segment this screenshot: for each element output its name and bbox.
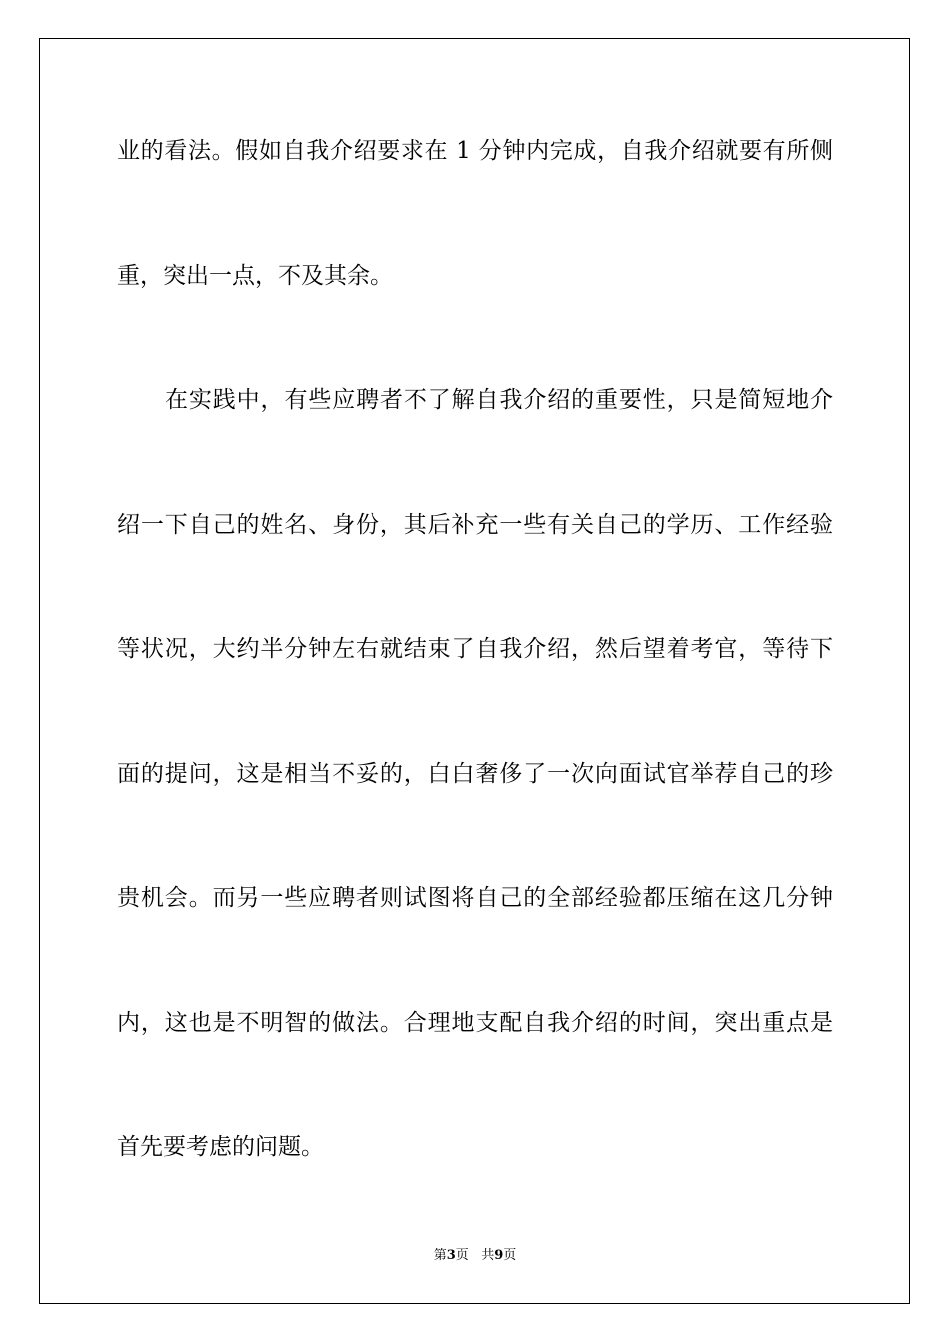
page-label-prefix: 第: [433, 1248, 447, 1263]
body-text-line: 重，突出一点，不及其余。: [117, 263, 393, 289]
body-text-line: 首先要考虑的问题。: [117, 1134, 324, 1160]
total-page-number: 9: [494, 1248, 504, 1263]
body-text-line: 面的提问，这是相当不妥的，白白奢侈了一次向面试官举荐自己的珍: [117, 761, 833, 787]
page-border: [39, 38, 910, 1304]
total-label-suffix: 页: [503, 1248, 517, 1263]
body-text-line: 绍一下自己的姓名、身份，其后补充一些有关自己的学历、工作经验: [117, 512, 833, 538]
page-footer: [0, 1247, 950, 1265]
current-page-number: 3: [446, 1248, 456, 1263]
body-text-line: 内，这也是不明智的做法。合理地支配自我介绍的时间，突出重点是: [117, 1010, 833, 1036]
body-text-line: 等状况，大约半分钟左右就结束了自我介绍，然后望着考官，等待下: [117, 636, 833, 662]
body-text-line: 贵机会。而另一些应聘者则试图将自己的全部经验都压缩在这几分钟: [117, 885, 833, 911]
body-text-line: 在实践中，有些应聘者不了解自我介绍的重要性，只是简短地介: [165, 387, 833, 413]
total-label-prefix: 共: [481, 1248, 495, 1263]
body-text-line: 业的看法。假如自我介绍要求在 1 分钟内完成，自我介绍就要有所侧: [117, 138, 833, 164]
page-label-suffix: 页: [455, 1248, 469, 1263]
